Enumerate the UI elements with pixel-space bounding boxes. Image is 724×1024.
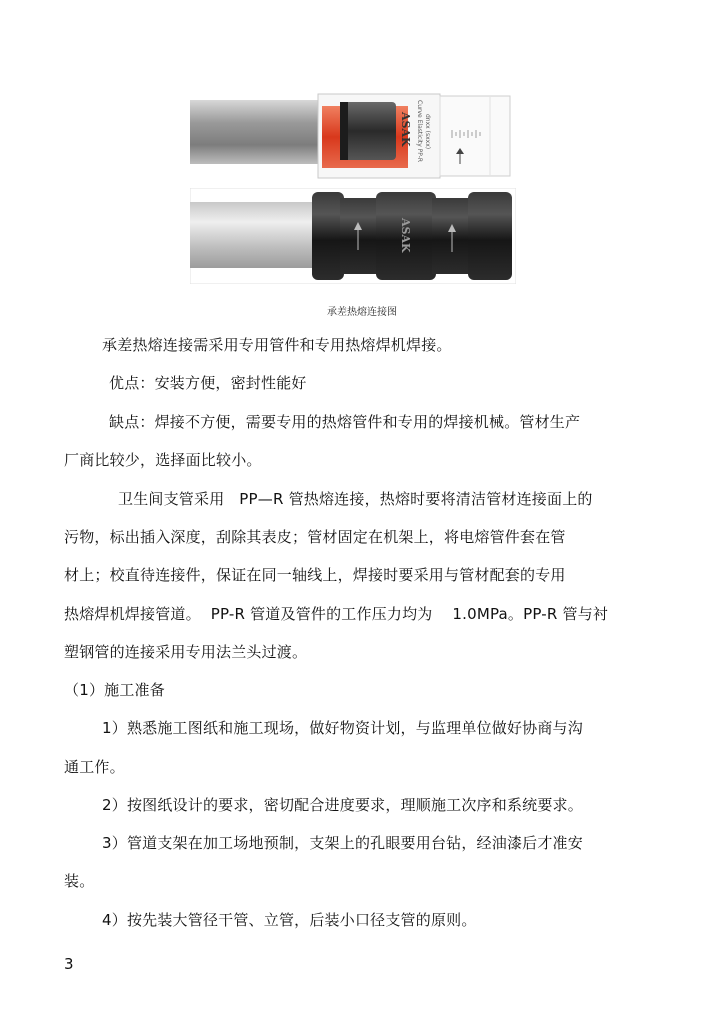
pipe-coupling-illustration [190,188,516,284]
paragraph-line: 1）熟悉施工图纸和施工现场，做好物资计划，与监理单位做好协商与沟 [102,719,583,737]
paragraph-line: 缺点：焊接不方便，需要专用的热熔管件和专用的焊接机械。管材生产 [109,413,581,431]
paragraph-line: 污物，标出插入深度，刮除其表皮；管材固定在机架上，将电熔管件套在管 [64,528,566,546]
paragraph-line: 3）管道支架在加工场地预制，支架上的孔眼要用台钻，经油漆后才准安 [102,834,583,852]
paragraph-line: 卫生间支管采用 PP—R 管热熔连接，热熔时要将清洁管材连接面上的 [118,490,593,508]
figure-caption: 承差热熔连接图 [327,307,397,318]
paragraph-line: 材上；校直待连接件，保证在同一轴线上，焊接时要采用与管材配套的专用 [64,566,566,584]
paragraph-line: 4）按先装大管径干管、立管，后装小口径支管的原则。 [102,911,477,929]
top-brand-label: ASAK [399,112,412,147]
paragraph-line: 热熔焊机焊接管道。 PP-R 管道及管件的工作压力均为 1.0MPa。PP-R 管与衬 [64,605,609,623]
paragraph-line: 2）按图纸设计的要求，密切配合进度要求，理顺施工次序和系统要求。 [102,796,583,814]
figure-top-image [190,92,516,180]
paragraph-line: 通工作。 [64,758,125,776]
section-heading: （1）施工准备 [64,681,165,699]
paragraph-line: 装。 [64,872,95,890]
paragraph-line: 厂商比较少，选择面比较小。 [64,451,262,469]
top-sub-label-2: dnxx (sxxx) [424,114,431,150]
bottom-brand-label: ASAK [399,218,412,253]
paragraph-line: 承差热熔连接需采用专用管件和专用热熔焊机焊接。 [102,336,452,354]
page-number: 3 [64,955,74,973]
pipe-socket-illustration [190,92,516,180]
top-sub-label: Curve Elasticity PP-R [416,100,423,163]
paragraph-line: 塑钢管的连接采用专用法兰头过渡。 [64,643,308,661]
paragraph-line: 优点：安装方便，密封性能好 [109,374,307,392]
figure-bottom-image [190,188,516,284]
